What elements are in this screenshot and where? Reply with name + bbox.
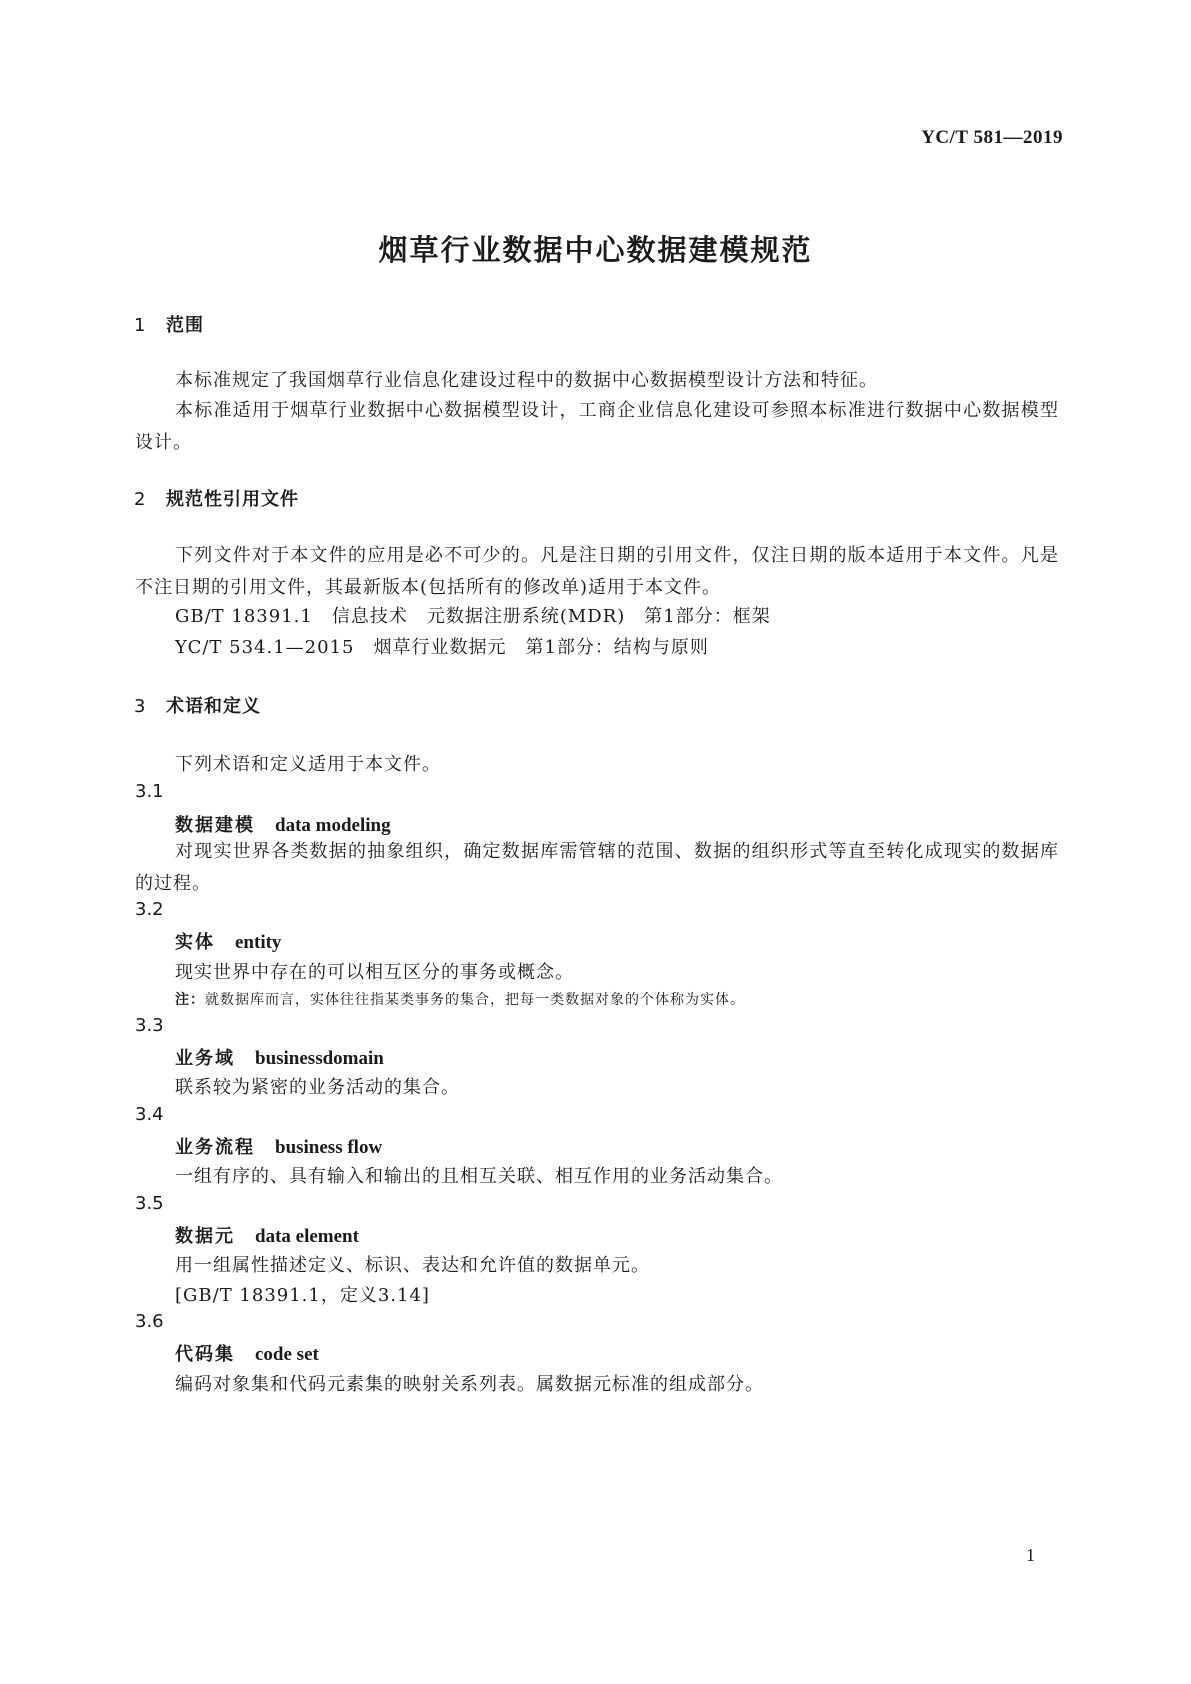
section-heading-terms	[134, 692, 261, 718]
term-chinese: 代码集	[175, 1344, 235, 1365]
section-title: 术语和定义	[166, 696, 261, 717]
section-number: 2	[134, 489, 147, 510]
page-number: 1	[1026, 1545, 1035, 1565]
term-chinese: 业务流程	[175, 1137, 255, 1158]
term-chinese: 业务域	[175, 1048, 235, 1069]
term-heading	[175, 1340, 319, 1366]
term-definition: 编码对象集和代码元素集的映射关系列表。属数据元标准的组成部分。	[175, 1374, 764, 1395]
term-heading	[175, 1133, 382, 1159]
term-chinese: 数据建模	[175, 815, 255, 836]
term-number: 3.2	[135, 899, 164, 920]
section-heading-normative-references	[134, 485, 299, 511]
term-note	[175, 989, 745, 1009]
paragraph: 下列术语和定义适用于本文件。	[175, 754, 441, 775]
standard-code: YC/T 581—2019	[921, 127, 1063, 148]
term-english: data modeling	[275, 815, 391, 836]
term-definition: 一组有序的、具有输入和输出的且相互关联、相互作用的业务活动集合。	[175, 1166, 783, 1187]
term-definition: 用一组属性描述定义、标识、表达和允许值的数据单元。	[175, 1255, 650, 1276]
term-heading	[175, 1222, 359, 1248]
term-chinese: 数据元	[175, 1226, 235, 1247]
paragraph: 本标准规定了我国烟草行业信息化建设过程中的数据中心数据模型设计方法和特征。	[175, 370, 878, 391]
section-title: 规范性引用文件	[166, 489, 299, 510]
reference-item: GB/T 18391.1 信息技术 元数据注册系统(MDR) 第1部分：框架	[175, 606, 771, 627]
paragraph: 下列文件对于本文件的应用是必不可少的。凡是注日期的引用文件，仅注日期的版本适用于本文件。凡是不注日期的引用文件，其最新版本(包括所有的修改单)适用于本文件。	[135, 545, 1059, 598]
note-text: 就数据库而言，实体往往指某类事务的集合，把每一类数据对象的个体称为实体。	[205, 992, 745, 1008]
term-chinese: 实体	[175, 932, 215, 953]
term-english: businessdomain	[255, 1048, 384, 1069]
term-definition: 对现实世界各类数据的抽象组织，确定数据库需管辖的范围、数据的组织形式等直至转化成现实的数据库的过程。	[135, 841, 1059, 894]
term-number: 3.1	[135, 781, 164, 802]
section-heading-scope	[134, 311, 204, 337]
section-title: 范围	[166, 315, 204, 336]
term-english: data element	[255, 1226, 359, 1247]
reference-item: YC/T 534.1—2015 烟草行业数据元 第1部分：结构与原则	[175, 637, 709, 658]
term-english: entity	[235, 932, 282, 953]
term-definition: 现实世界中存在的可以相互区分的事务或概念。	[175, 962, 574, 983]
section-number: 1	[134, 315, 147, 336]
section-number: 3	[134, 696, 147, 717]
term-heading	[175, 928, 281, 954]
term-number: 3.4	[135, 1104, 164, 1125]
term-source: [GB/T 18391.1，定义3.14]	[175, 1285, 430, 1306]
term-definition: 联系较为紧密的业务活动的集合。	[175, 1077, 460, 1098]
document-title: 烟草行业数据中心数据建模规范	[378, 233, 813, 267]
term-heading	[175, 1044, 384, 1070]
term-english: code set	[255, 1344, 319, 1365]
term-number: 3.3	[135, 1015, 164, 1036]
note-label: 注：	[175, 992, 205, 1008]
term-number: 3.6	[135, 1311, 164, 1332]
term-english: business flow	[275, 1137, 383, 1158]
term-number: 3.5	[135, 1193, 164, 1214]
paragraph: 本标准适用于烟草行业数据中心数据模型设计，工商企业信息化建设可参照本标准进行数据中心数据模型设计。	[135, 400, 1059, 453]
term-heading	[175, 811, 391, 837]
